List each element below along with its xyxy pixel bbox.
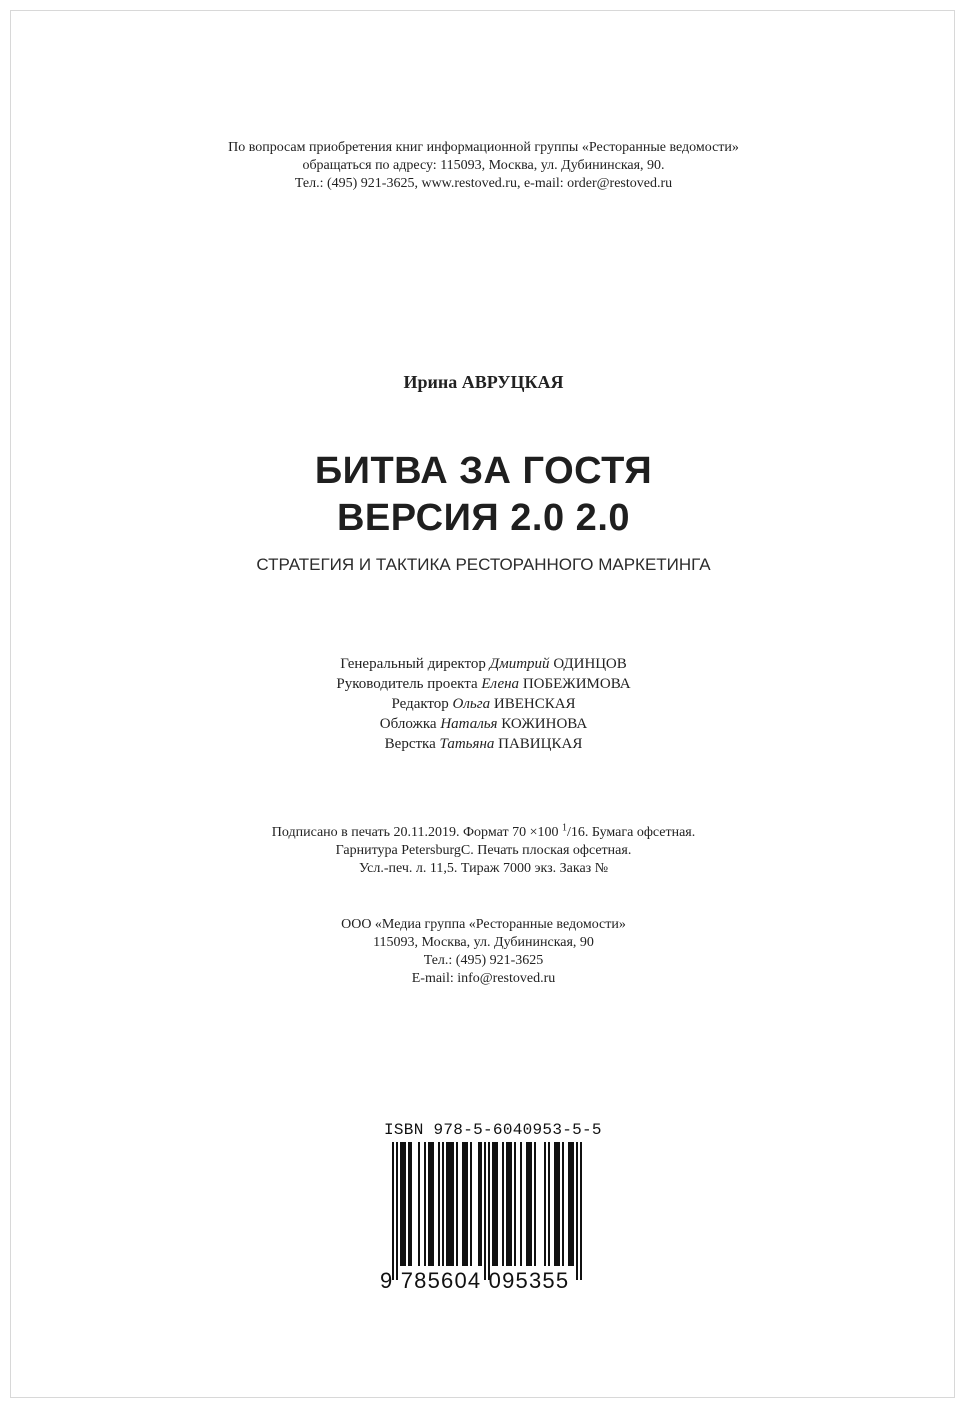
barcode-bar <box>470 1142 472 1266</box>
barcode-bar <box>562 1142 564 1266</box>
credit-line <box>0 734 967 754</box>
barcode-bar <box>544 1142 546 1266</box>
barcode-bar <box>514 1142 516 1266</box>
barcode-bar <box>450 1142 452 1266</box>
credit-name: Ольга <box>452 696 491 712</box>
print-format-text: Подписано в печать 20.11.2019. Формат 70 ×100 <box>271 825 559 840</box>
publisher-info <box>0 916 967 988</box>
publisher-line: 115093, Москва, ул. Дубининская, 90 <box>373 935 594 950</box>
barcode-bar <box>428 1142 430 1266</box>
barcode-bar <box>418 1142 420 1266</box>
barcode-bar <box>402 1142 404 1266</box>
barcode-bar <box>548 1142 550 1266</box>
book-title-line: ВЕРСИЯ 2.0 2.0 <box>336 497 631 539</box>
credit-line <box>0 694 967 714</box>
publisher-line: Тел.: (495) 921-3625 <box>423 953 544 968</box>
credit-name: Дмитрий <box>489 656 550 672</box>
barcode-bar <box>520 1142 522 1266</box>
purchase-info-line: Тел.: (495) 921-3625, www.restoved.ru, e-mail: order@restoved.ru <box>294 176 673 191</box>
barcode-bar <box>446 1142 448 1266</box>
barcode-bar <box>404 1142 406 1266</box>
barcode-bar <box>558 1142 560 1266</box>
author-surname: АВРУЦКАЯ <box>461 372 564 392</box>
print-details-line: Гарнитура PetersburgC. Печать плоская офсетная. <box>335 843 632 858</box>
barcode-bar <box>478 1142 480 1266</box>
barcode-bar <box>494 1142 496 1266</box>
barcode-bar <box>480 1142 482 1266</box>
print-details-line: Усл.-печ. л. 11,5. Тираж 7000 экз. Заказ № <box>358 861 609 876</box>
barcode-bar <box>572 1142 574 1266</box>
barcode-bar <box>556 1142 558 1266</box>
purchase-info-line: обращаться по адресу: 115093, Москва, ул. Дубининская, 90. <box>302 158 665 173</box>
barcode-bar <box>568 1142 570 1266</box>
barcode-bar <box>400 1142 402 1266</box>
credit-name: Елена <box>481 676 520 692</box>
credit-role: Верстка <box>384 736 436 752</box>
author-given-name: Ирина <box>403 372 458 392</box>
credit-line <box>0 674 967 694</box>
barcode-bar <box>432 1142 434 1266</box>
barcode-bar <box>488 1142 490 1280</box>
barcode-bar <box>442 1142 444 1266</box>
barcode-bar <box>508 1142 510 1266</box>
author <box>0 372 967 393</box>
barcode-bar <box>570 1142 572 1266</box>
print-format-fraction-denominator: /16 <box>566 825 585 840</box>
barcode-bar <box>392 1142 394 1280</box>
credit-line <box>0 714 967 734</box>
print-details <box>0 824 967 878</box>
credit-name: Наталья <box>440 716 498 732</box>
purchase-info <box>0 139 967 193</box>
credit-surname: ИВЕНСКАЯ <box>493 696 576 712</box>
credit-role: Обложка <box>379 716 437 732</box>
purchase-info-line: По вопросам приобретения книг информационной группы «Ресторанные ведомости» <box>228 140 739 155</box>
book-title <box>0 448 967 542</box>
print-paper-text: . Бумага офсетная. <box>584 825 696 840</box>
credit-role: Генеральный директор <box>340 656 486 672</box>
barcode-bar <box>466 1142 468 1266</box>
barcode-digits: 9 785604 095355 <box>380 1268 570 1293</box>
credit-role: Руководитель проекта <box>336 676 478 692</box>
barcode-bar <box>576 1142 578 1280</box>
barcode-bar <box>462 1142 464 1266</box>
barcode-bar <box>580 1142 582 1280</box>
credit-name: Татьяна <box>439 736 495 752</box>
barcode-bar <box>410 1142 412 1266</box>
barcode-bar <box>496 1142 498 1266</box>
barcode-bar <box>534 1142 536 1266</box>
book-subtitle: СТРАТЕГИЯ И ТАКТИКА РЕСТОРАННОГО МАРКЕТИНГА <box>256 555 711 574</box>
credit-surname: ПАВИЦКАЯ <box>498 736 583 752</box>
barcode-bar <box>484 1142 486 1280</box>
credit-surname: КОЖИНОВА <box>501 716 588 732</box>
barcode-bar <box>510 1142 512 1266</box>
barcode-bar <box>424 1142 426 1266</box>
credit-surname: ПОБЕЖИМОВА <box>522 676 631 692</box>
isbn-label: ISBN 978-5-6040953-5-5 <box>384 1121 602 1139</box>
barcode-bar <box>452 1142 454 1266</box>
credit-role: Редактор <box>391 696 449 712</box>
barcode-bar <box>530 1142 532 1266</box>
book-title-line: БИТВА ЗА ГОСТЯ <box>314 450 653 492</box>
barcode-bar <box>396 1142 398 1280</box>
credit-surname: ОДИНЦОВ <box>553 656 627 672</box>
barcode-bar <box>438 1142 440 1266</box>
barcode-bar <box>448 1142 450 1266</box>
barcode-bar <box>492 1142 494 1266</box>
barcode-bar <box>502 1142 504 1266</box>
barcode-bar <box>528 1142 530 1266</box>
barcode-bar <box>526 1142 528 1266</box>
publisher-line: ООО «Медиа группа «Ресторанные ведомости» <box>341 917 626 932</box>
credits <box>0 654 967 754</box>
credit-line <box>0 654 967 674</box>
print-details-line <box>0 824 967 842</box>
publisher-line: E-mail: info@restoved.ru <box>411 971 556 986</box>
barcode-bar <box>554 1142 556 1266</box>
print-format-fraction-numerator: 1 <box>561 822 567 834</box>
barcode-bar <box>506 1142 508 1266</box>
barcode-bar <box>464 1142 466 1266</box>
barcode-bar <box>408 1142 410 1266</box>
barcode-bar <box>456 1142 458 1266</box>
barcode-bar <box>430 1142 432 1266</box>
